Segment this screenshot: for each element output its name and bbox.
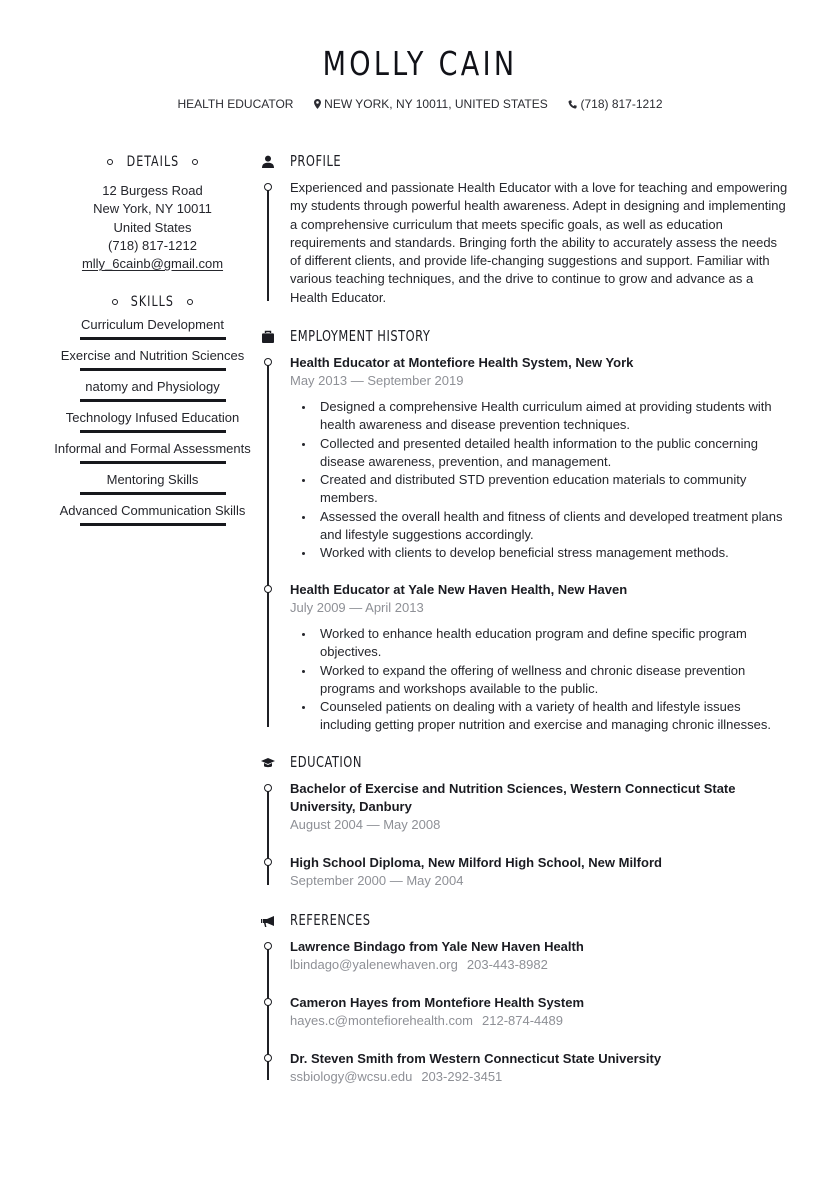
skill-level-bar (80, 337, 226, 340)
skill-item: Technology Infused Education (40, 405, 265, 436)
briefcase-icon (261, 330, 275, 344)
phone-icon (568, 97, 580, 111)
skill-level-bar (80, 430, 226, 433)
candidate-name: MOLLY CAIN (322, 44, 518, 83)
header-phone: (718) 817-1212 (580, 97, 663, 111)
employment-section (258, 327, 798, 733)
skill-level-bar (80, 492, 226, 495)
degree-title: Bachelor of Exercise and Nutrition Sciences, Western Connecticut State University, Danbury (290, 781, 736, 814)
timeline-line (267, 789, 269, 885)
timeline-line (267, 188, 269, 301)
skill-level-bar (80, 461, 226, 464)
skill-item: natomy and Physiology (40, 374, 265, 405)
country: United States (113, 219, 192, 235)
reference-email[interactable]: lbindago@yalenewhaven.org (290, 957, 458, 972)
job-bullets (290, 398, 790, 563)
education-entry (290, 780, 790, 834)
reference-phone: 203-292-3451 (421, 1069, 503, 1084)
megaphone-icon (261, 914, 275, 928)
timeline-node (264, 1054, 272, 1062)
section-title: PROFILE (290, 152, 342, 170)
ring-icon (107, 159, 113, 165)
timeline-node (264, 358, 272, 366)
skill-level-bar (80, 368, 226, 371)
email-link[interactable]: mlly_6cainb@gmail.com (81, 256, 224, 272)
references-section (258, 911, 798, 1084)
skill-item: Informal and Formal Assessments (40, 436, 265, 467)
job-title: Health Educator at Yale New Haven Health, New Haven (290, 582, 628, 597)
skill-level-bar (80, 399, 226, 402)
job-title: HEALTH EDUCATOR (177, 97, 294, 111)
reference-email[interactable]: ssbiology@wcsu.edu (290, 1069, 413, 1084)
degree-title: High School Diploma, New Milford High School, New Milford (290, 855, 662, 870)
timeline-node (264, 858, 272, 866)
bullet-item: Worked to expand the offering of wellness and chronic disease prevention programs and workshops available to the public. (320, 662, 790, 699)
section-title: REFERENCES (290, 911, 371, 929)
skill-level-bar (80, 523, 226, 526)
bullet-item: Collected and presented detailed health information to the public concerning disease awareness, prevention, and management. (320, 435, 790, 472)
education-section (258, 753, 798, 888)
timeline-node (264, 183, 272, 191)
skills-section (40, 292, 265, 529)
reference-name: Dr. Steven Smith from Western Connecticut State University (290, 1051, 662, 1066)
bullet-item: Worked with clients to develop beneficial stress management methods. (320, 544, 790, 562)
person-icon (261, 155, 275, 169)
reference-email[interactable]: hayes.c@montefiorehealth.com (290, 1013, 474, 1028)
profile-text: Experienced and passionate Health Educator with a love for teaching and empowering my students through powerful health awareness. Adept in designing and implementing a comprehensive curriculum that meets specific goals, as well as education requirements and standards. Bringing forth the ability to accurately assess the needs of different clients, and provide life-changing suggestions and support. Familiar with various teaching techniques, and the drive to continue to grow and advance as a Health Educator. (290, 180, 788, 305)
profile-section (258, 152, 798, 305)
job-dates: May 2013 — September 2019 (290, 373, 464, 388)
bullet-item: Assessed the overall health and fitness of clients and developed treatment plans and lifestyle suggestions accordingly. (320, 508, 790, 545)
timeline-node (264, 585, 272, 593)
address-line-2: New York, NY 10011 (93, 201, 212, 217)
degree-dates: August 2004 — May 2008 (290, 817, 441, 832)
ring-icon (192, 159, 198, 165)
timeline-node (264, 998, 272, 1006)
ring-icon (112, 299, 118, 305)
details-heading: DETAILS (40, 152, 265, 172)
reference-entry (290, 938, 790, 974)
ring-icon (187, 299, 193, 305)
bullet-item: Created and distributed STD prevention education materials to community members. (320, 471, 790, 508)
skill-item: Mentoring Skills (40, 467, 265, 498)
reference-name: Cameron Hayes from Montefiore Health System (290, 995, 585, 1010)
header-subline (0, 97, 840, 111)
reference-phone: 203-443-8982 (466, 957, 548, 972)
skills-heading: SKILLS (40, 292, 265, 312)
reference-phone: 212-874-4489 (482, 1013, 563, 1028)
map-pin-icon (314, 97, 324, 111)
education-entry (290, 854, 790, 890)
job-entry (290, 581, 790, 735)
address-line-1: 12 Burgess Road (102, 183, 203, 198)
section-title: EDUCATION (290, 753, 362, 771)
job-bullets (290, 625, 790, 735)
reference-entry (290, 994, 790, 1030)
timeline-node (264, 942, 272, 950)
timeline-node (264, 784, 272, 792)
job-entry (290, 354, 790, 563)
bullet-item: Counseled patients on dealing with a variety of health and lifestyle issues including getting proper nutrition and exercise and managing chronic illnesses. (320, 698, 790, 735)
graduation-cap-icon (261, 756, 275, 770)
job-dates: July 2009 — April 2013 (290, 600, 424, 615)
details-section (40, 152, 265, 273)
degree-dates: September 2000 — May 2004 (290, 873, 464, 888)
skill-item: Exercise and Nutrition Sciences (40, 343, 265, 374)
job-title: Health Educator at Montefiore Health System, New York (290, 355, 634, 370)
reference-name: Lawrence Bindago from Yale New Haven Health (290, 939, 584, 954)
header-location: NEW YORK, NY 10011, UNITED STATES (324, 97, 548, 111)
bullet-item: Worked to enhance health education program and define specific program objectives. (320, 625, 790, 662)
timeline-line (267, 363, 269, 727)
skill-item: Advanced Communication Skills (40, 498, 265, 529)
details-phone: (718) 817-1212 (108, 237, 197, 253)
section-title: EMPLOYMENT HISTORY (290, 327, 431, 345)
skill-item: Curriculum Development (40, 312, 265, 343)
reference-entry (290, 1050, 790, 1086)
bullet-item: Designed a comprehensive Health curriculum aimed at providing students with health awareness and disease prevention techniques. (320, 398, 790, 435)
